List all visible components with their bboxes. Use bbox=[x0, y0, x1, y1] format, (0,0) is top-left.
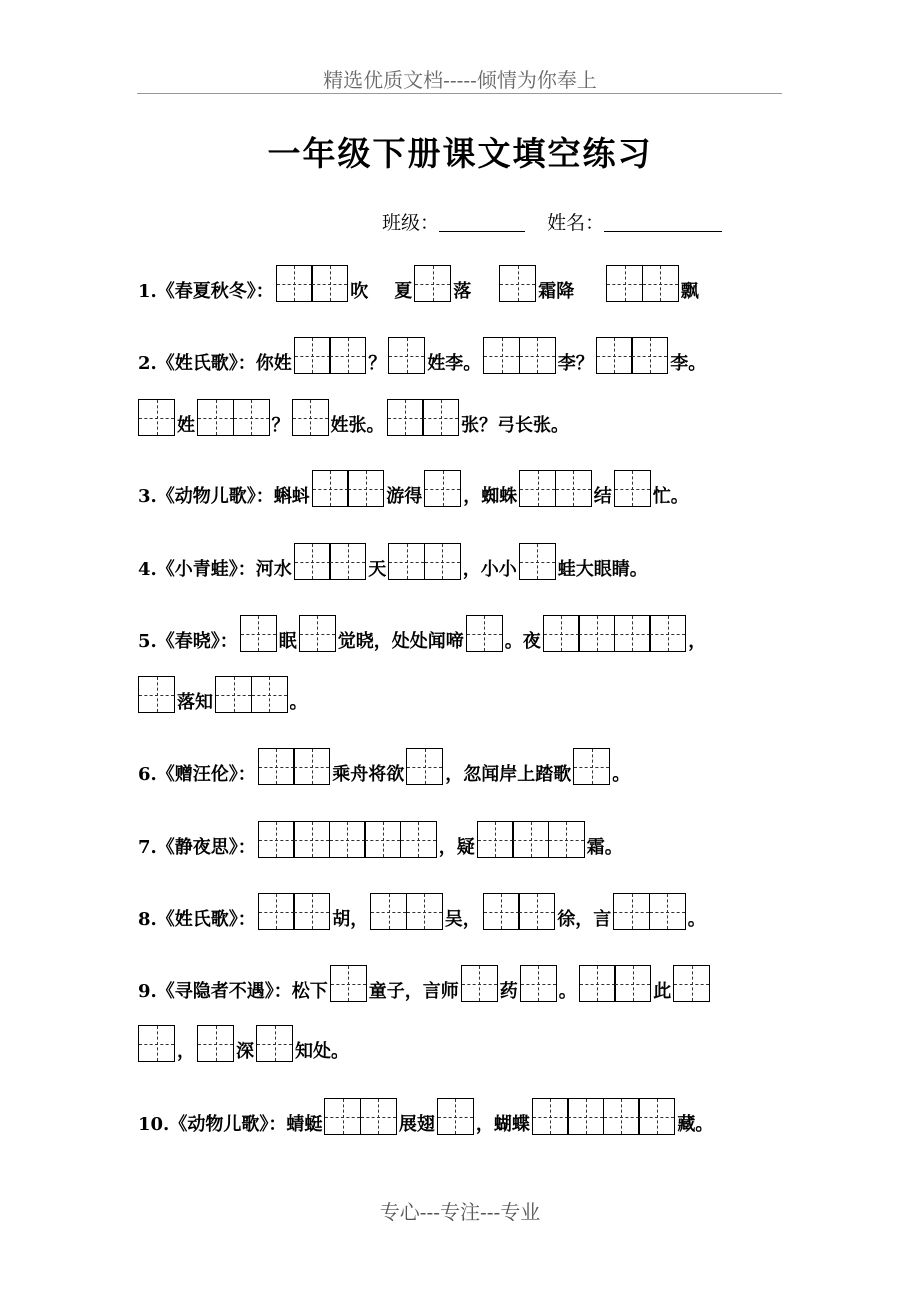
tianzige-box[interactable] bbox=[642, 265, 679, 302]
tianzige-group[interactable] bbox=[258, 821, 437, 858]
tianzige-box[interactable] bbox=[329, 543, 366, 580]
tianzige-box[interactable] bbox=[330, 965, 367, 1002]
tianzige-box[interactable] bbox=[347, 470, 384, 507]
line-text: 霜。 bbox=[586, 837, 623, 858]
line-text: ，疑 bbox=[438, 837, 475, 858]
line-text: 深 bbox=[236, 1041, 254, 1062]
line-text: ， bbox=[177, 1041, 195, 1062]
tianzige-group[interactable] bbox=[197, 1025, 234, 1062]
exercise-line-2 bbox=[138, 334, 706, 374]
exercise-line-3 bbox=[138, 467, 689, 507]
tianzige-box[interactable] bbox=[292, 399, 329, 436]
tianzige-box[interactable] bbox=[567, 1098, 604, 1135]
line-text: 6.《赠汪伦》： bbox=[138, 764, 256, 785]
tianzige-box[interactable] bbox=[293, 893, 330, 930]
tianzige-box[interactable] bbox=[499, 265, 536, 302]
tianzige-group[interactable] bbox=[294, 543, 367, 580]
tianzige-box[interactable] bbox=[578, 615, 615, 652]
tianzige-group[interactable] bbox=[276, 265, 349, 302]
tianzige-box[interactable] bbox=[548, 821, 585, 858]
line-text: 眠 bbox=[278, 631, 297, 652]
tianzige-group[interactable] bbox=[312, 470, 385, 507]
tianzige-box[interactable] bbox=[329, 821, 366, 858]
line-text: 忙。 bbox=[652, 486, 689, 507]
exercise-line-5 bbox=[138, 612, 706, 652]
tianzige-group[interactable] bbox=[197, 399, 270, 436]
name-label: 姓名： bbox=[547, 212, 605, 234]
exercise-line-4 bbox=[138, 540, 648, 580]
page-title: 一年级下册课文填空练习 bbox=[267, 134, 653, 173]
tianzige-box[interactable] bbox=[518, 893, 555, 930]
line-text: ，蝴蝶 bbox=[475, 1114, 530, 1135]
tianzige-group[interactable] bbox=[414, 265, 451, 302]
tianzige-box[interactable] bbox=[312, 470, 349, 507]
class-label: 班级： bbox=[382, 212, 440, 234]
exercise-line-2b bbox=[138, 396, 569, 436]
tianzige-group[interactable] bbox=[606, 265, 679, 302]
name-blank[interactable] bbox=[604, 213, 722, 232]
page-footer: 专心---专注---专业 bbox=[379, 1200, 541, 1224]
tianzige-box[interactable] bbox=[649, 615, 686, 652]
line-text: 8.《姓氏歌》： bbox=[138, 909, 256, 930]
tianzige-group[interactable] bbox=[138, 399, 175, 436]
tianzige-box[interactable] bbox=[520, 965, 557, 1002]
tianzige-box[interactable] bbox=[614, 470, 651, 507]
tianzige-group[interactable] bbox=[477, 821, 585, 858]
tianzige-box[interactable] bbox=[424, 470, 461, 507]
line-text: 飘 bbox=[680, 281, 699, 302]
tianzige-box[interactable] bbox=[197, 399, 234, 436]
tianzige-box[interactable] bbox=[276, 265, 313, 302]
tianzige-box[interactable] bbox=[388, 337, 425, 374]
line-text: 5.《春晓》： bbox=[138, 631, 238, 652]
line-text: 姓张。 bbox=[330, 415, 385, 436]
line-text: 。 bbox=[612, 764, 631, 785]
tianzige-group[interactable] bbox=[437, 1098, 474, 1135]
tianzige-box[interactable] bbox=[329, 337, 366, 374]
tianzige-box[interactable] bbox=[233, 399, 270, 436]
line-text: ，忽闻岸上踏歌 bbox=[445, 764, 572, 785]
tianzige-group[interactable] bbox=[519, 543, 556, 580]
exercise-line-7 bbox=[138, 818, 623, 858]
line-text: 落 bbox=[453, 281, 472, 302]
tianzige-box[interactable] bbox=[258, 748, 295, 785]
line-text: 徐，言 bbox=[557, 909, 612, 930]
tianzige-group[interactable] bbox=[256, 1025, 293, 1062]
tianzige-box[interactable] bbox=[240, 615, 277, 652]
tianzige-group[interactable] bbox=[673, 965, 710, 1002]
tianzige-box[interactable] bbox=[138, 1025, 175, 1062]
line-text: 天 bbox=[368, 559, 387, 580]
exercise-line-1 bbox=[138, 262, 699, 302]
page-header: 精选优质文档-----倾情为你奉上 bbox=[323, 68, 597, 92]
line-text: ，小小 bbox=[462, 559, 517, 580]
tianzige-box[interactable] bbox=[466, 615, 503, 652]
tianzige-box[interactable] bbox=[603, 1098, 640, 1135]
line-text: 张？弓长张。 bbox=[461, 415, 569, 436]
tianzige-group[interactable] bbox=[596, 337, 669, 374]
tianzige-group[interactable] bbox=[579, 965, 652, 1002]
line-text: 觉晓，处处闻啼 bbox=[337, 631, 464, 652]
tianzige-group[interactable] bbox=[424, 470, 461, 507]
tianzige-group[interactable] bbox=[388, 543, 461, 580]
exercise-line-8 bbox=[138, 890, 706, 930]
tianzige-group[interactable] bbox=[324, 1098, 397, 1135]
tianzige-box[interactable] bbox=[294, 337, 331, 374]
line-text: 蛙大眼睛。 bbox=[557, 559, 648, 580]
line-text: 吹 bbox=[350, 281, 369, 302]
line-text: ？ bbox=[368, 353, 387, 374]
tianzige-box[interactable] bbox=[613, 893, 650, 930]
tianzige-group[interactable] bbox=[387, 399, 460, 436]
tianzige-group[interactable] bbox=[292, 399, 329, 436]
tianzige-box[interactable] bbox=[360, 1098, 397, 1135]
tianzige-group[interactable] bbox=[466, 615, 503, 652]
tianzige-box[interactable] bbox=[414, 265, 451, 302]
tianzige-group[interactable] bbox=[240, 615, 277, 652]
tianzige-box[interactable] bbox=[437, 1098, 474, 1135]
line-text: 姓李。 bbox=[427, 353, 482, 374]
tianzige-box[interactable] bbox=[483, 337, 520, 374]
tianzige-box[interactable] bbox=[293, 748, 330, 785]
tianzige-group[interactable] bbox=[388, 337, 425, 374]
tianzige-box[interactable] bbox=[256, 1025, 293, 1062]
line-text: 2.《姓氏歌》：你姓 bbox=[138, 353, 292, 374]
tianzige-group[interactable] bbox=[138, 676, 175, 713]
line-text: 药 bbox=[499, 981, 518, 1002]
tianzige-group[interactable] bbox=[483, 893, 556, 930]
line-text: 7.《静夜思》： bbox=[138, 837, 256, 858]
line-text: 姓 bbox=[177, 415, 195, 436]
tianzige-box[interactable] bbox=[258, 821, 295, 858]
line-text: 。 bbox=[687, 909, 706, 930]
tianzige-box[interactable] bbox=[638, 1098, 675, 1135]
tianzige-group[interactable] bbox=[499, 265, 536, 302]
tianzige-box[interactable] bbox=[614, 615, 651, 652]
tianzige-box[interactable] bbox=[293, 821, 330, 858]
tianzige-box[interactable] bbox=[299, 615, 336, 652]
line-text: 。 bbox=[289, 692, 308, 713]
tianzige-box[interactable] bbox=[532, 1098, 569, 1135]
tianzige-group[interactable] bbox=[299, 615, 336, 652]
line-text: 乘舟将欲 bbox=[332, 764, 405, 785]
tianzige-box[interactable] bbox=[483, 893, 520, 930]
exercise-line-5b bbox=[138, 673, 308, 713]
tianzige-box[interactable] bbox=[364, 821, 401, 858]
tianzige-group[interactable] bbox=[614, 470, 651, 507]
student-info bbox=[382, 208, 722, 235]
tianzige-box[interactable] bbox=[519, 337, 556, 374]
tianzige-group[interactable] bbox=[543, 615, 687, 652]
tianzige-group[interactable] bbox=[215, 676, 288, 713]
tianzige-box[interactable] bbox=[649, 893, 686, 930]
line-text: 1.《春夏秋冬》： bbox=[138, 281, 274, 302]
tianzige-group[interactable] bbox=[532, 1098, 676, 1135]
line-text: 李？ bbox=[557, 353, 594, 374]
line-text: 藏。 bbox=[677, 1114, 714, 1135]
tianzige-group[interactable] bbox=[613, 893, 686, 930]
exercise-line-10 bbox=[138, 1095, 713, 1135]
line-text: ， bbox=[688, 631, 707, 652]
tianzige-box[interactable] bbox=[461, 965, 498, 1002]
tianzige-box[interactable] bbox=[387, 399, 424, 436]
exercise-line-6 bbox=[138, 745, 630, 785]
tianzige-group[interactable] bbox=[258, 893, 331, 930]
exercise-line-9b bbox=[138, 1022, 349, 1062]
line-text: 此 bbox=[653, 981, 672, 1002]
tianzige-box[interactable] bbox=[400, 821, 437, 858]
line-text: 。夜 bbox=[504, 631, 541, 652]
line-text: 4.《小青蛙》：河水 bbox=[138, 559, 292, 580]
tianzige-group[interactable] bbox=[294, 337, 367, 374]
tianzige-box[interactable] bbox=[258, 893, 295, 930]
class-blank[interactable] bbox=[439, 213, 525, 232]
tianzige-box[interactable] bbox=[512, 821, 549, 858]
tianzige-group[interactable] bbox=[406, 748, 443, 785]
tianzige-group[interactable] bbox=[330, 965, 367, 1002]
line-text: 。 bbox=[558, 981, 577, 1002]
tianzige-box[interactable] bbox=[215, 676, 252, 713]
tianzige-box[interactable] bbox=[579, 965, 616, 1002]
line-text: ？ bbox=[271, 415, 290, 436]
tianzige-box[interactable] bbox=[596, 337, 633, 374]
line-text: 10.《动物儿歌》：蜻蜓 bbox=[138, 1114, 323, 1135]
tianzige-group[interactable] bbox=[461, 965, 498, 1002]
line-text: 9.《寻隐者不遇》：松下 bbox=[138, 981, 328, 1002]
line-text: 吴， bbox=[444, 909, 481, 930]
tianzige-box[interactable] bbox=[370, 893, 407, 930]
tianzige-box[interactable] bbox=[138, 399, 175, 436]
line-text: 李。 bbox=[670, 353, 707, 374]
tianzige-box[interactable] bbox=[543, 615, 580, 652]
tianzige-box[interactable] bbox=[555, 470, 592, 507]
tianzige-box[interactable] bbox=[606, 265, 643, 302]
line-text: 童子，言师 bbox=[368, 981, 459, 1002]
tianzige-box[interactable] bbox=[422, 399, 459, 436]
tianzige-box[interactable] bbox=[406, 748, 443, 785]
line-text: 落知 bbox=[177, 692, 213, 713]
header-divider bbox=[137, 93, 782, 94]
tianzige-group[interactable] bbox=[483, 337, 556, 374]
line-text: ，蜘蛛 bbox=[463, 486, 518, 507]
line-text: 胡， bbox=[332, 909, 369, 930]
tianzige-box[interactable] bbox=[388, 543, 425, 580]
tianzige-box[interactable] bbox=[519, 543, 556, 580]
tianzige-box[interactable] bbox=[311, 265, 348, 302]
line-text: 展翅 bbox=[398, 1114, 435, 1135]
tianzige-group[interactable] bbox=[138, 1025, 175, 1062]
tianzige-box[interactable] bbox=[673, 965, 710, 1002]
line-text: 3.《动物儿歌》：蝌蚪 bbox=[138, 486, 310, 507]
tianzige-group[interactable] bbox=[258, 748, 331, 785]
tianzige-box[interactable] bbox=[614, 965, 651, 1002]
tianzige-box[interactable] bbox=[251, 676, 288, 713]
exercise-line-9 bbox=[138, 962, 712, 1002]
tianzige-box[interactable] bbox=[294, 543, 331, 580]
tianzige-box[interactable] bbox=[519, 470, 556, 507]
tianzige-group[interactable] bbox=[370, 893, 443, 930]
tianzige-box[interactable] bbox=[324, 1098, 361, 1135]
line-text: 夏 bbox=[394, 281, 413, 302]
tianzige-box[interactable] bbox=[631, 337, 668, 374]
tianzige-box[interactable] bbox=[424, 543, 461, 580]
tianzige-group[interactable] bbox=[573, 748, 610, 785]
line-text: 霜降 bbox=[538, 281, 575, 302]
tianzige-box[interactable] bbox=[573, 748, 610, 785]
tianzige-group[interactable] bbox=[520, 965, 557, 1002]
tianzige-group[interactable] bbox=[519, 470, 592, 507]
line-text: 知处。 bbox=[295, 1041, 349, 1062]
tianzige-box[interactable] bbox=[197, 1025, 234, 1062]
tianzige-box[interactable] bbox=[138, 676, 175, 713]
line-text: 结 bbox=[593, 486, 612, 507]
tianzige-box[interactable] bbox=[477, 821, 514, 858]
line-text: 游得 bbox=[386, 486, 423, 507]
tianzige-box[interactable] bbox=[406, 893, 443, 930]
